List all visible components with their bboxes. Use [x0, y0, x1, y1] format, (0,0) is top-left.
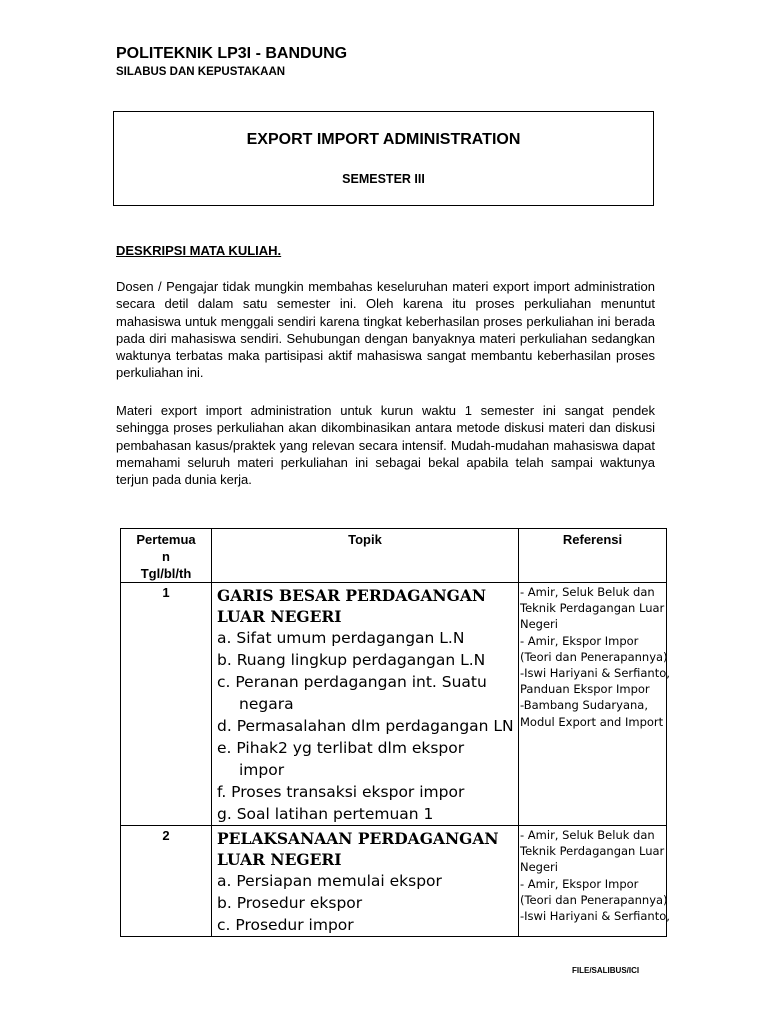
- topic-item: a. Sifat umum perdagangan L.N: [217, 629, 465, 647]
- topic-item: e. Pihak2 yg terlibat dlm ekspor impor: [217, 739, 465, 779]
- syllabus-table: [120, 528, 670, 937]
- reference-line: (Teori dan Penerapannya): [520, 892, 668, 907]
- reference-line: -Iswi Hariyani & Serfianto,: [520, 666, 670, 681]
- reference-line: Modul Export and Import: [520, 714, 664, 729]
- reference-line: - Amir, Ekspor Impor: [520, 633, 639, 648]
- description-paragraph: Materi export import administration untuk kurun waktu 1 semester ini sangat pendek sehingga proses perkuliahan akan dikombinasikan antara metode diskusi materi dan diskusi pembahasan kasus/praktek yang relevan secara intensif. Mudah-mudahan mahasiswa dapat memahami seluruh materi perkuliahan ini sebagai bekal apabila telah sampai waktunya terjun pada dunia kerja.: [116, 403, 655, 488]
- meeting-column-header: Pertemua n Tgl/bl/th: [121, 529, 212, 583]
- topic-title: LUAR NEGERI: [217, 850, 342, 869]
- table-header-row: [121, 529, 667, 583]
- semester-label: SEMESTER III: [342, 172, 425, 186]
- reference-line: Panduan Ekspor Impor: [520, 682, 650, 697]
- topic-title: GARIS BESAR PERDAGANGAN: [217, 586, 487, 605]
- topic-item: f. Proses transaksi ekspor impor: [217, 783, 465, 801]
- reference-line: - Amir, Ekspor Impor: [520, 876, 639, 891]
- topic-column-header: Topik: [212, 529, 519, 583]
- meeting-number: 2: [121, 826, 212, 937]
- topic-cell: [212, 826, 519, 937]
- topic-title: LUAR NEGERI: [217, 607, 342, 626]
- file-code-footer: FILE/SALIBUS/ICI: [572, 966, 640, 975]
- reference-line: Negeri: [520, 860, 558, 875]
- reference-line: -Bambang Sudaryana,: [520, 698, 648, 713]
- topic-item: d. Permasalahan dlm perdagangan LN: [217, 717, 514, 735]
- topic-item: c. Prosedur impor: [217, 916, 354, 934]
- course-title: EXPORT IMPORT ADMINISTRATION: [246, 131, 521, 148]
- topic-item: a. Persiapan memulai ekspor: [217, 872, 442, 890]
- reference-line: - Amir, Seluk Beluk dan: [520, 585, 655, 599]
- reference-line: Negeri: [520, 617, 558, 632]
- reference-line: -Iswi Hariyani & Serfianto,: [520, 909, 670, 924]
- reference-cell: [519, 826, 670, 937]
- description-paragraph: Dosen / Pengajar tidak mungkin membahas keseluruhan materi export import administration secara detil dalam satu semester ini. Oleh karena itu proses perkuliahan menuntut mahasiswa untuk menggali sendiri karena tingkat keberhasilan proses perkuliahan ini berada pada diri mahasiswa sendiri. Sehubungan dengan banyaknya materi perkuliahan sedangkan waktunya terbatas maka partisipasi aktif mahasiswa sangat membantu keberhasilan proses perkuliahan ini.: [116, 279, 655, 381]
- reference-cell: [519, 583, 670, 826]
- reference-line: - Amir, Seluk Beluk dan: [520, 828, 655, 842]
- reference-line: (Teori dan Penerapannya): [520, 649, 668, 664]
- course-title-box: [113, 111, 654, 206]
- meeting-number: 1: [121, 583, 212, 826]
- table-row: [121, 826, 667, 937]
- description-heading: DESKRIPSI MATA KULIAH.: [116, 243, 282, 258]
- topic-item: b. Ruang lingkup perdagangan L.N: [217, 651, 486, 669]
- topic-item: g. Soal latihan pertemuan 1: [217, 805, 434, 823]
- table-row: [121, 583, 667, 826]
- reference-column-header: Referensi: [519, 529, 667, 583]
- reference-line: Teknik Perdagangan Luar: [520, 601, 665, 616]
- topic-item: c. Peranan perdagangan int. Suatu negara: [217, 673, 487, 713]
- topic-title: PELAKSANAAN PERDAGANGAN: [217, 829, 499, 848]
- topic-item: b. Prosedur ekspor: [217, 894, 363, 912]
- topic-cell: [212, 583, 519, 826]
- institution-title: POLITEKNIK LP3I - BANDUNG: [116, 45, 348, 62]
- reference-line: Teknik Perdagangan Luar: [520, 844, 665, 859]
- document-subtitle: SILABUS DAN KEPUSTAKAAN: [116, 66, 286, 78]
